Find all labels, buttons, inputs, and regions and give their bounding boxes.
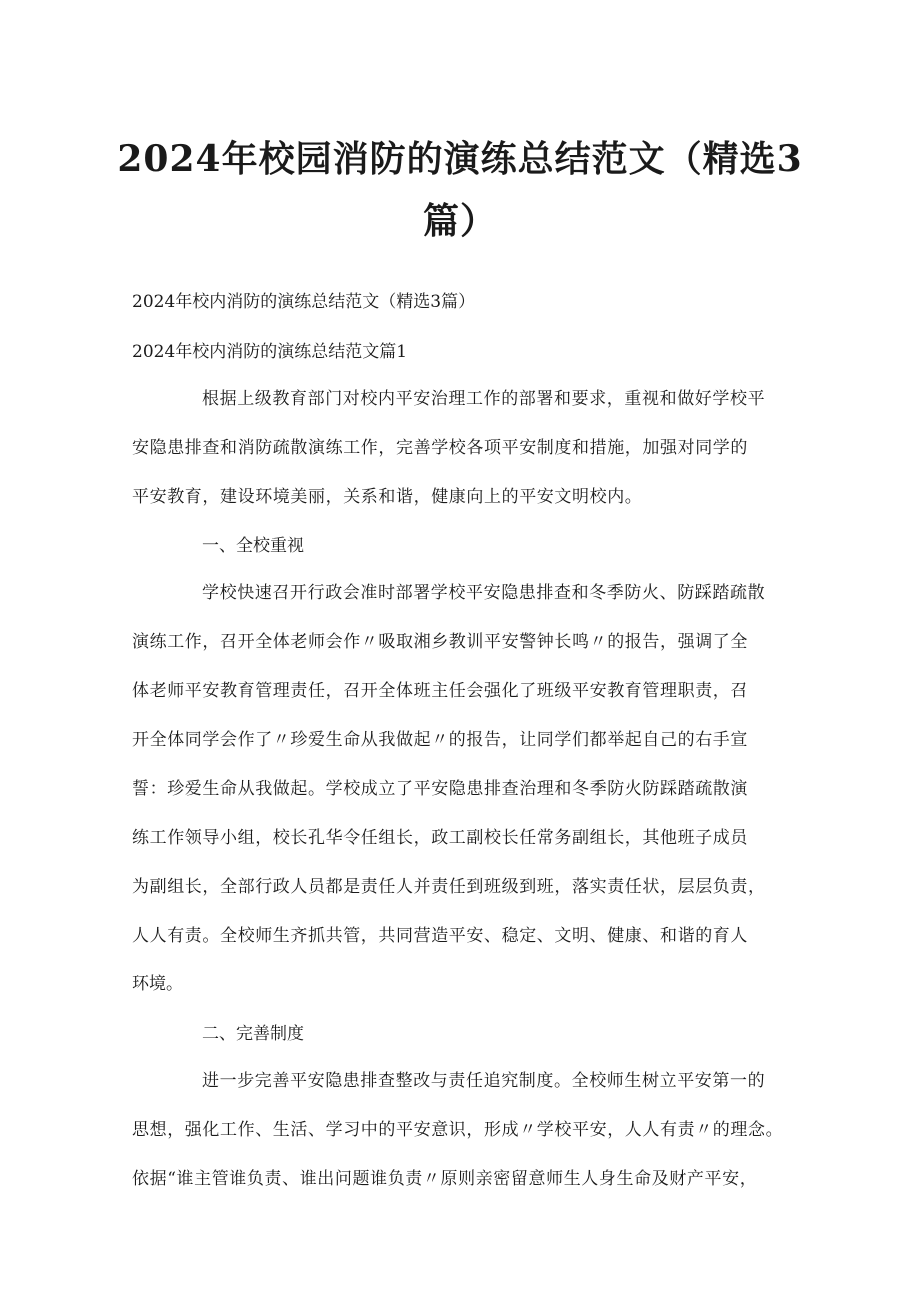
document-title-line-2: 篇） bbox=[422, 200, 497, 242]
heading-1: 一、全校重视 bbox=[202, 536, 304, 556]
section-heading: 2024年校内消防的演练总结范文篇1 bbox=[132, 342, 408, 362]
intro-paragraph-line-1: 根据上级教育部门对校内平安治理工作的部署和要求，重视和做好学校平 bbox=[202, 389, 766, 409]
paragraph-2-line-3: 依据“谁主管谁负责、谁出问题谁负责〃原则亲密留意师生人身生命及财产平安， bbox=[132, 1169, 758, 1189]
paragraph-1-line-6: 练工作领导小组，校长孔华令任组长，政工副校长任常务副组长，其他班子成员 bbox=[132, 828, 748, 848]
paragraph-2-line-1: 进一步完善平安隐患排查整改与责任追究制度。全校师生树立平安第一的 bbox=[202, 1071, 766, 1091]
paragraph-1-line-8: 人人有责。全校师生齐抓共管，共同营造平安、稳定、文明、健康、和谐的育人 bbox=[132, 926, 748, 946]
paragraph-1-line-7: 为副组长，全部行政人员都是责任人并责任到班级到班，落实责任状，层层负责， bbox=[132, 877, 766, 897]
paragraph-1-line-1: 学校快速召开行政会准时部署学校平安隐患排查和冬季防火、防踩踏疏散 bbox=[202, 583, 766, 603]
paragraph-1-line-9: 环境。 bbox=[132, 974, 183, 994]
paragraph-1-line-5: 誓：珍爱生命从我做起。学校成立了平安隐患排查治理和冬季防火防踩踏疏散演 bbox=[132, 779, 748, 799]
paragraph-1-line-3: 体老师平安教育管理责任，召开全体班主任会强化了班级平安教育管理职责，召 bbox=[132, 681, 748, 701]
document-subtitle: 2024年校内消防的演练总结范文（精选3篇） bbox=[132, 292, 476, 312]
paragraph-1-line-4: 开全体同学会作了〃珍爱生命从我做起〃的报告，让同学们都举起自己的右手宣 bbox=[132, 730, 748, 750]
intro-paragraph-line-3: 平安教育，建设环境美丽，关系和谐，健康向上的平安文明校内。 bbox=[132, 487, 643, 507]
intro-paragraph-line-2: 安隐患排查和消防疏散演练工作，完善学校各项平安制度和措施，加强对同学的 bbox=[132, 438, 748, 458]
paragraph-2-line-2: 思想，强化工作、生活、学习中的平安意识，形成〃学校平安，人人有责〃的理念。 bbox=[132, 1120, 784, 1140]
heading-2: 二、完善制度 bbox=[202, 1024, 304, 1044]
document-title-line-1: 2024年校园消防的演练总结范文（精选3 bbox=[117, 138, 803, 180]
paragraph-1-line-2: 演练工作，召开全体老师会作〃吸取湘乡教训平安警钟长鸣〃的报告，强调了全 bbox=[132, 632, 748, 652]
document-title bbox=[110, 128, 810, 252]
